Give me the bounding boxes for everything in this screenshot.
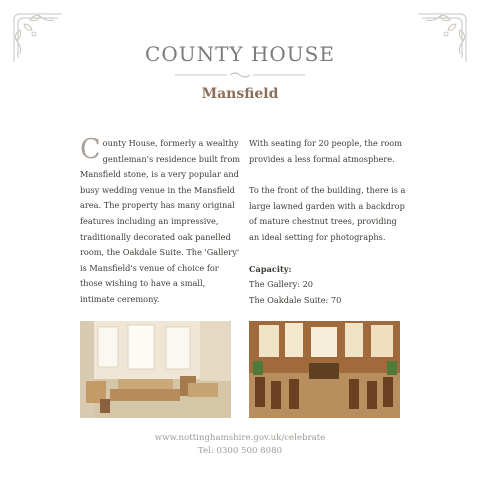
flourish-divider-icon [175,70,305,80]
page-subtitle: Mansfield [201,86,279,102]
capacity-item: The Oakdale Suite: 70 [249,294,342,305]
left-column [80,136,242,308]
right-column [249,136,407,308]
website-link[interactable]: www.nottinghamshire.gov.uk/celebrate [154,433,326,443]
capacity-item: The Gallery: 20 [249,279,314,290]
garden-paragraph: To the front of the building, there is a large lawned garden with a backdrop of mature chestnut trees, providing an ideal setting for photographs. [249,185,406,242]
gallery-room-photo [80,321,231,418]
page-title: COUNTY HOUSE [145,42,335,66]
seating-paragraph: With seating for 20 people, the room provides a less formal atmosphere. [249,138,402,164]
oakdale-suite-photo [249,321,400,418]
phone-number: Tel: 0300 500 8080 [197,445,283,456]
drop-cap: C [80,134,101,165]
capacity-heading: Capacity: [249,263,292,274]
intro-paragraph: ounty House, formerly a wealthy gentleman's residence built from Mansfield stone, is a very popular and busy wedding venue in the Mansfield area. The property has many original features including an impressive, traditionally decorated oak panelled room, the Oakdale Suite. The 'Gallery' is Mansfield's venue of choice for those wishing to have a small, intimate ceremony. [80,138,241,304]
footer [0,432,480,457]
